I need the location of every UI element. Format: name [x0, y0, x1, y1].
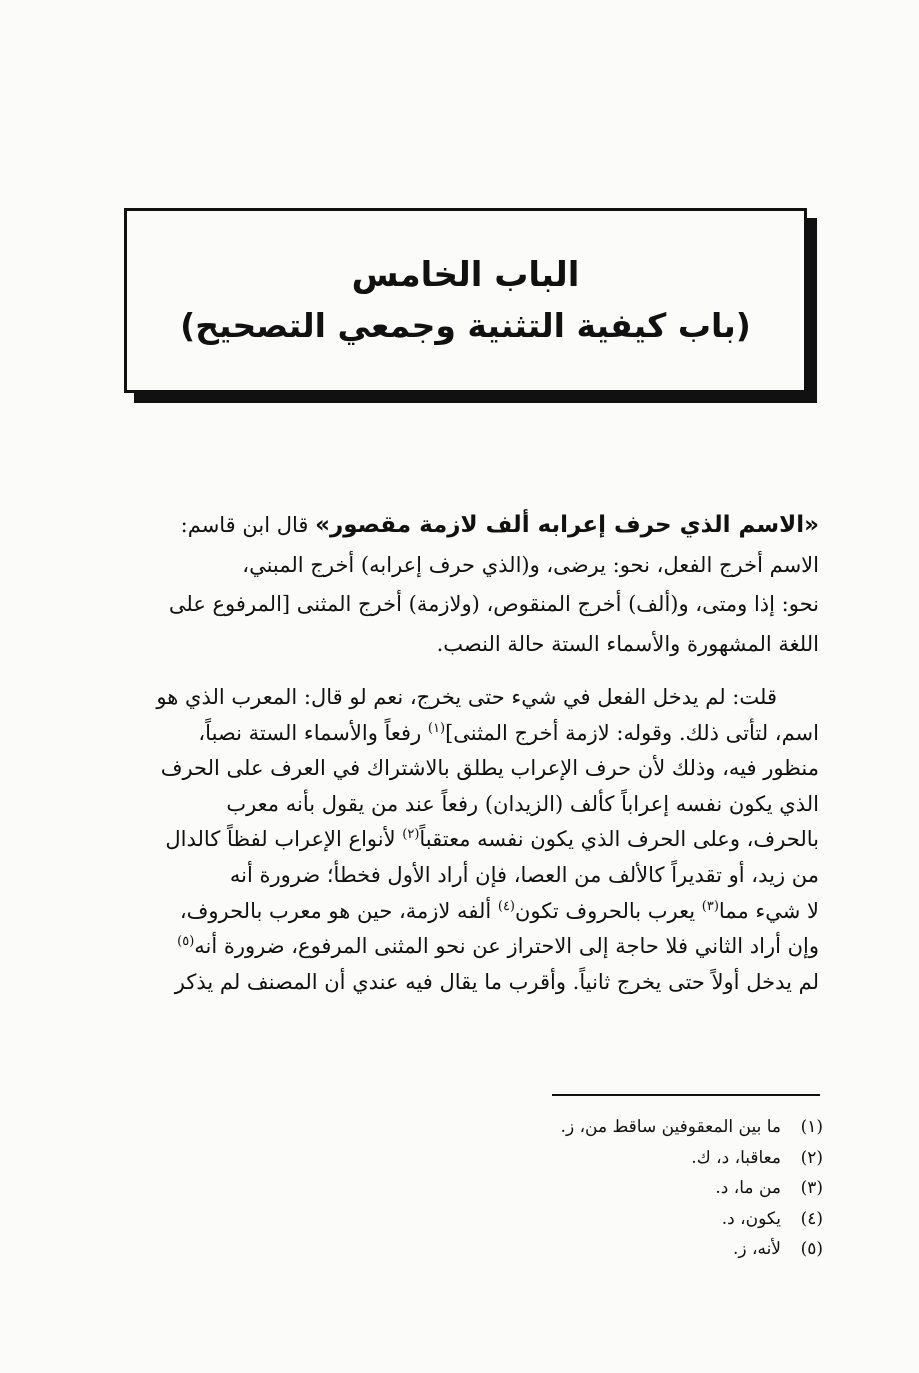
paragraph-1-line-4: اللغة المشهورة والأسماء الستة حالة النصب.: [436, 631, 819, 656]
footnote-ref-5[interactable]: (٥): [177, 934, 195, 950]
paragraph-1-line-2: الاسم أخرج الفعل، نحو: يرضى، و(الذي حرف إعرابه) أخرج المبني،: [242, 552, 819, 577]
text-segment: اسم، لتأتى ذلك. وقوله: لازمة أخرج المثنى]: [445, 720, 819, 745]
paragraph-2-line-1: قلت: لم يدخل الفعل في شيء حتى يخرج، نعم لو قال: المعرب الذي هو: [156, 685, 777, 709]
footnote-text: من ما، د.: [715, 1178, 781, 1198]
paragraph-2-line-5: [124, 822, 819, 858]
paragraph-2-line-3: منظور فيه، وذلك لأن حرف الإعراب يطلق بالاشتراك في العرف على الحرف: [160, 756, 819, 781]
text-segment: لا شيء مما: [718, 898, 819, 923]
text-segment: بالحرف، وعلى الحرف الذي يكون نفسه معتقباً: [419, 827, 819, 852]
footnote-item: [561, 1234, 823, 1265]
paragraph-2-line-6: من زيد، أو تقديراً كالألف من العصا، فإن أراد الأول فخطأ؛ ضرورة أنه: [229, 862, 819, 887]
footnote-item: [561, 1143, 823, 1174]
text-segment: ألفه لازمة، حين هو معرب بالحروف،: [179, 898, 498, 923]
footnote-item: [561, 1112, 823, 1143]
paragraph-2: [124, 680, 819, 1000]
footnote-number: (٣): [800, 1178, 823, 1198]
chapter-number-heading: الباب الخامس: [351, 254, 580, 295]
chapter-title-box: [124, 208, 807, 393]
footnote-ref-2[interactable]: (٢): [402, 827, 420, 843]
text-segment: يعرب بالحروف تكون: [515, 898, 702, 923]
footnote-number: (٤): [800, 1208, 823, 1229]
lead-attribution: قال ابن قاسم:: [180, 513, 316, 537]
text-segment: لأنواع الإعراب لفظاً كالدال: [165, 827, 403, 852]
paragraph-1-line-3: نحو: إذا ومتى، و(ألف) أخرج المنقوص، (ولازمة) أخرج المثنى [المرفوع على: [168, 592, 819, 616]
paragraph-2-line-9: لم يدخل أولاً حتى يخرج ثانياً. وأقرب ما يقال فيه عندي أن المصنف لم يذكر: [174, 969, 819, 994]
text-segment: رفعاً والأسماء الستة نصباً،: [198, 720, 428, 745]
footnote-separator: [552, 1094, 820, 1096]
chapter-subtitle-heading: (باب كيفية التثنية وجمعي التصحيح): [180, 305, 751, 345]
paragraph-1-line-1: [124, 506, 819, 546]
paragraph-2-line-8: [124, 929, 819, 965]
footnote-text: معاقبا، د، ك.: [691, 1147, 781, 1168]
footnote-ref-3[interactable]: (٣): [701, 898, 719, 914]
footnote-ref-4[interactable]: (٤): [497, 898, 515, 914]
text-segment: وإن أراد الثاني فلا حاجة إلى الاحتراز عن نحو المثنى المرفوع، ضرورة أنه: [194, 934, 819, 959]
paragraph-2-line-2: [124, 716, 819, 752]
footnote-number: (٢): [800, 1147, 823, 1168]
paragraph-2-line-7: [124, 894, 819, 930]
footnote-text: يكون، د.: [721, 1208, 781, 1229]
footnote-text: ما بين المعقوفين ساقط من، ز.: [560, 1117, 781, 1137]
footnotes-list: [561, 1112, 823, 1265]
lead-quote: «الاسم الذي حرف إعرابه ألف لازمة مقصور»: [315, 512, 819, 538]
paragraph-1: [124, 506, 819, 664]
paragraph-2-line-4: الذي يكون نفسه إعراباً كألف (الزيدان) رفعاً عند من يقول بأنه معرب: [226, 791, 819, 816]
footnote-item: [561, 1204, 823, 1235]
footnote-number: (٥): [800, 1239, 823, 1259]
footnote-number: (١): [800, 1117, 823, 1137]
footnote-text: لأنه، ز.: [732, 1239, 781, 1259]
footnote-item: [561, 1173, 823, 1204]
footnote-ref-1[interactable]: (١): [427, 720, 446, 736]
